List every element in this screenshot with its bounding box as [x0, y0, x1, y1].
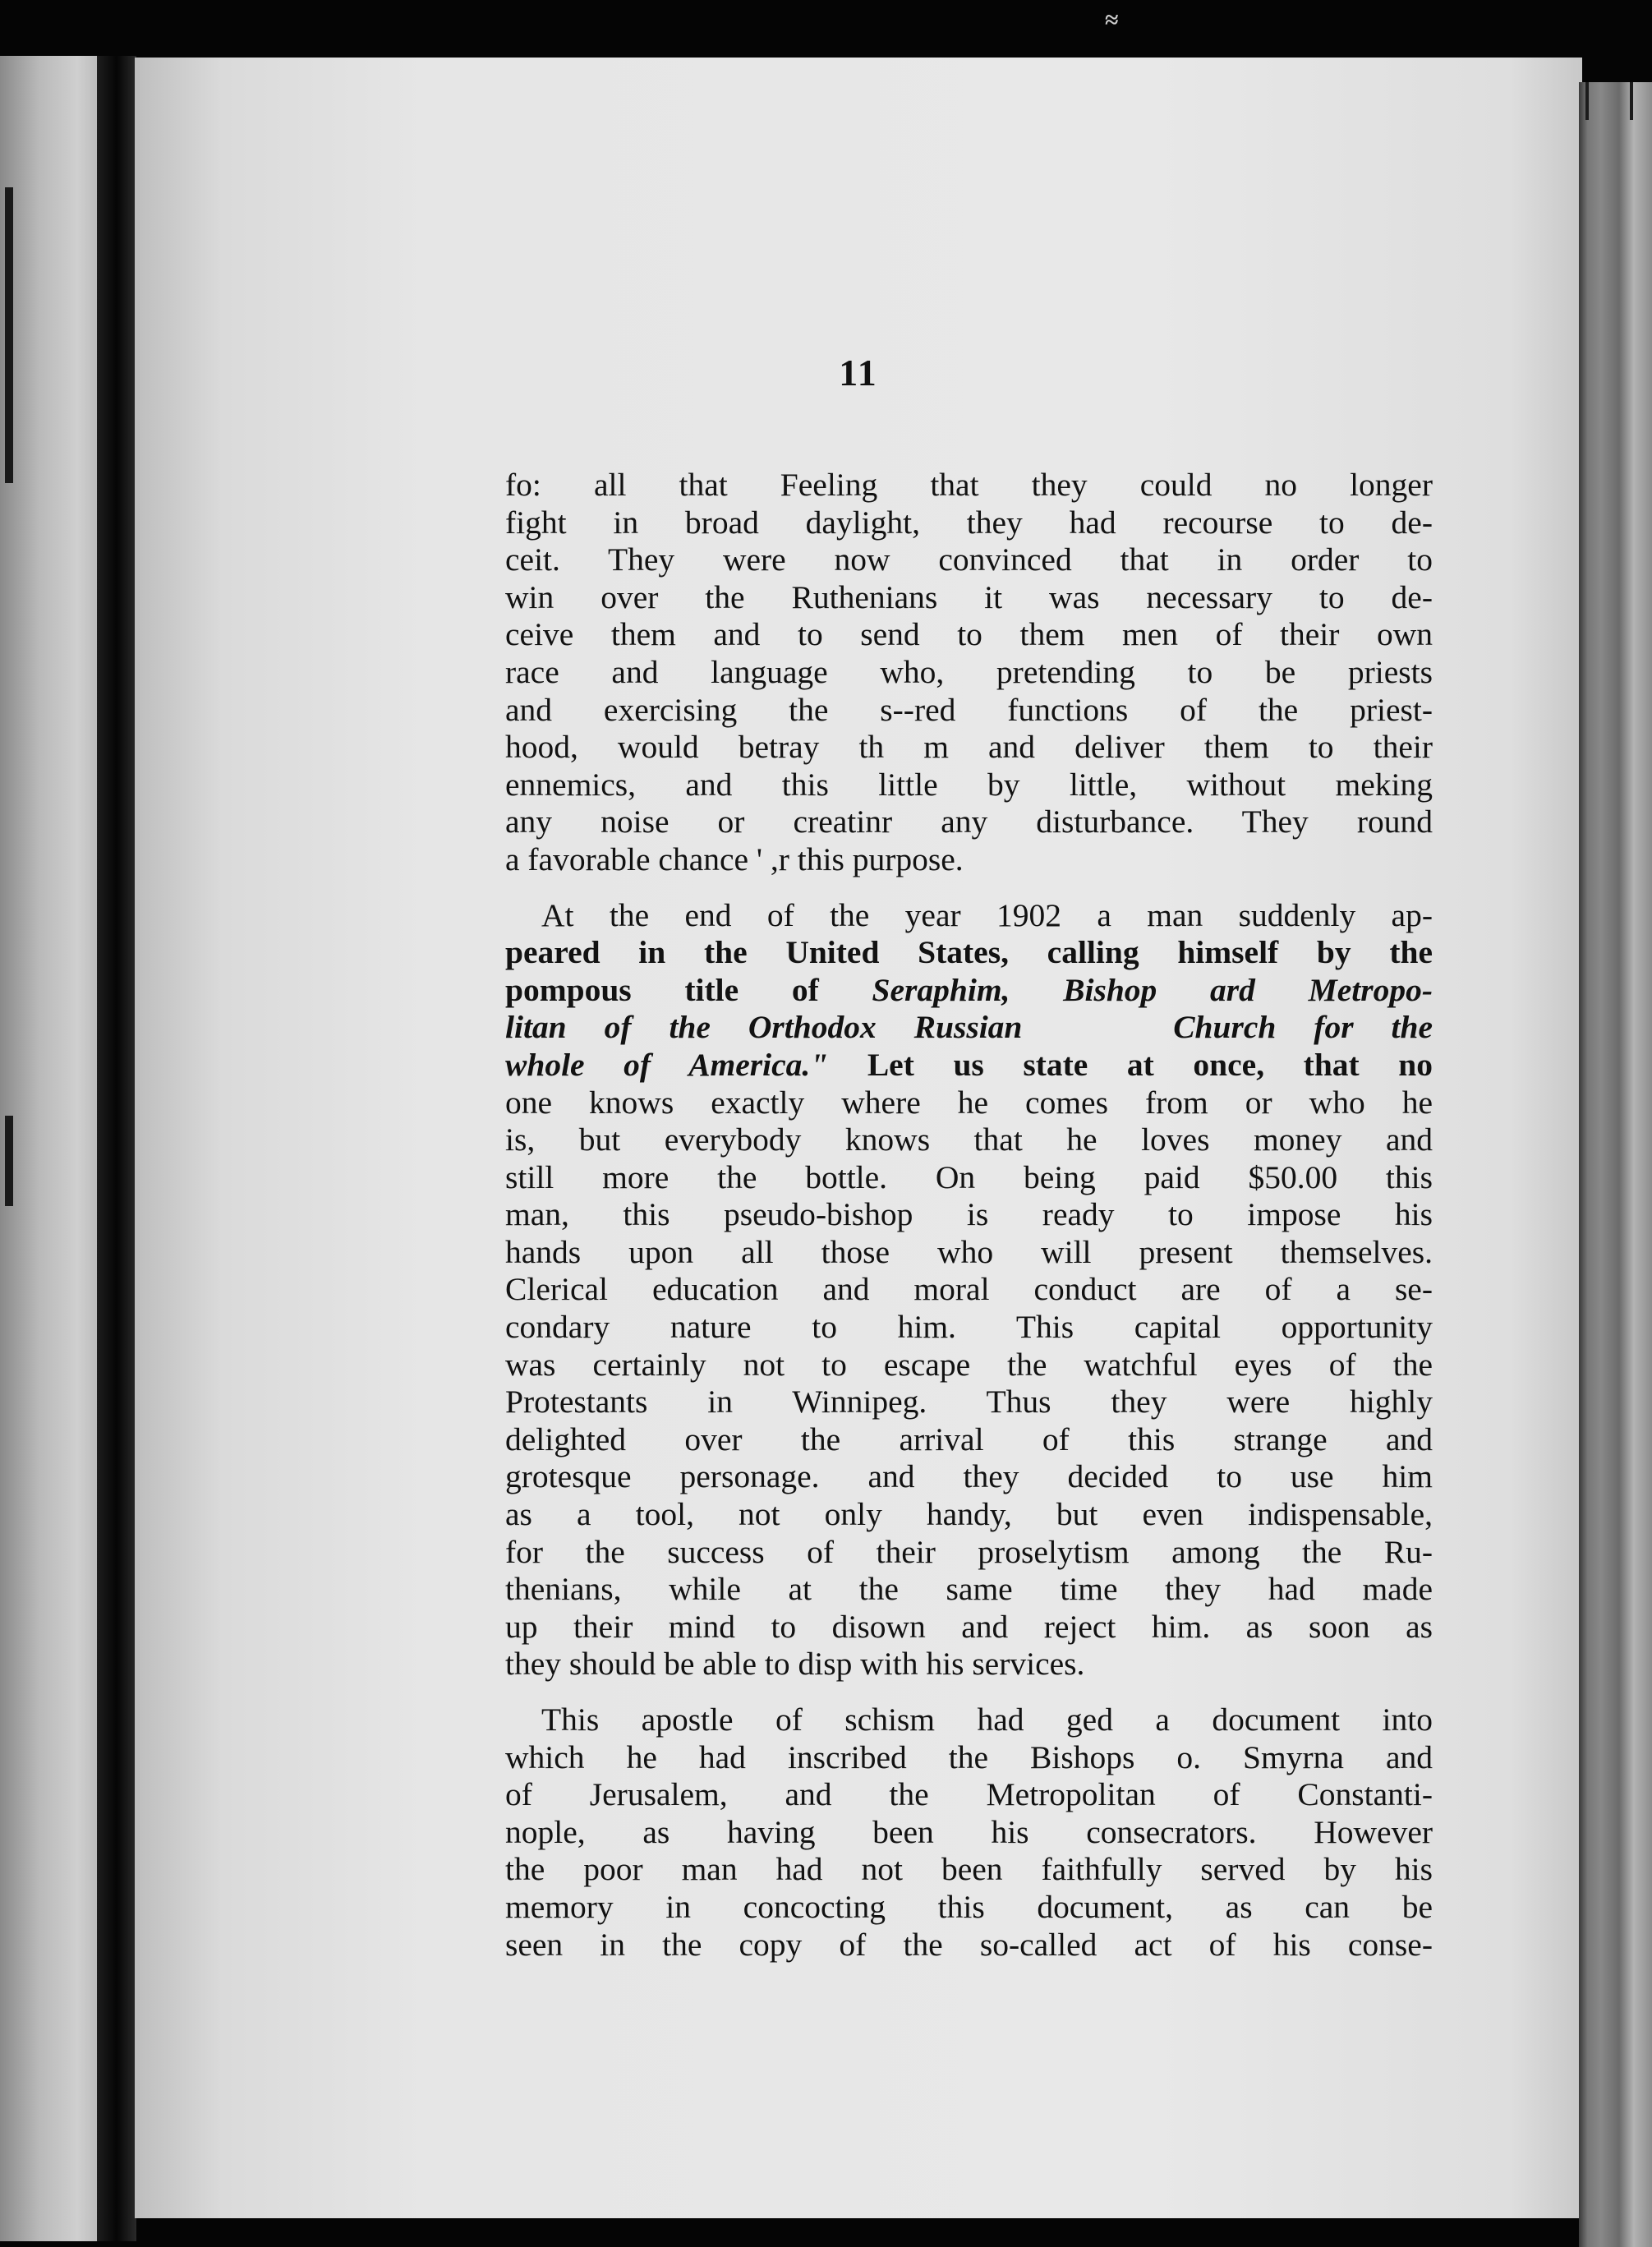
book-gutter — [97, 56, 136, 2241]
text-run: pompous title of — [505, 971, 872, 1008]
page-edge-line — [1630, 82, 1633, 120]
scan-smudge: ≈ — [1105, 7, 1116, 34]
text-line: for the success of their proselytism among the Ru- — [505, 1533, 1433, 1570]
page-number: 11 — [839, 352, 878, 394]
text-run: Let us state at once, that no — [828, 1046, 1433, 1083]
text-line: and exercising the s--red functions of the priest- — [505, 691, 1433, 728]
text-line: nople, as having been his consecrators. However — [505, 1813, 1433, 1850]
paragraph-2 — [505, 897, 1433, 1683]
text-line: man, this pseudo-bishop is ready to impose his — [505, 1196, 1433, 1233]
binding-mark — [5, 187, 13, 483]
text-line: as a tool, not only handy, but even indispensable, — [505, 1496, 1433, 1533]
text-line: fo: all that Feeling that they could no longer — [505, 467, 1433, 503]
text-line: which he had inscribed the Bishops o. Smyrna and — [505, 1738, 1433, 1775]
text-line: win over the Ruthenians it was necessary to de- — [505, 578, 1433, 615]
text-line: the poor man had not been faithfully served by his — [505, 1851, 1433, 1888]
text-line: This apostle of schism had ged a document into — [541, 1701, 1433, 1738]
text-line: ceive them and to send to them men of their own — [505, 616, 1433, 653]
text-line: fight in broad daylight, they had recourse to de- — [505, 504, 1433, 541]
italic-title: Church for the — [1173, 1009, 1433, 1046]
text-line: seen in the copy of the so-called act of his conse- — [505, 1926, 1433, 1963]
text-line: At the end of the year 1902 a man suddenly ap- — [541, 896, 1433, 933]
body-text — [505, 467, 1433, 1964]
text-line: one knows exactly where he comes from or who he — [505, 1084, 1433, 1121]
text-line: hood, would betray th m and deliver them to their — [505, 729, 1433, 766]
paragraph-1 — [505, 467, 1433, 879]
text-line: up their mind to disown and reject him. as soon as — [505, 1608, 1433, 1645]
book-page — [135, 58, 1582, 2218]
text-line: ceit. They were now convinced that in order to — [505, 541, 1433, 578]
text-line: is, but everybody knows that he loves money and — [505, 1121, 1433, 1158]
paragraph-3 — [505, 1701, 1433, 1964]
text-line-mixed — [505, 1047, 1433, 1084]
text-line: Protestants in Winnipeg. Thus they were highly — [505, 1384, 1433, 1420]
book-right-edge — [1579, 82, 1652, 2247]
text-line: condary nature to him. This capital opportunity — [505, 1309, 1433, 1346]
italic-title: litan of the Orthodox Russian — [505, 1009, 1023, 1046]
previous-page-edge — [0, 56, 97, 2241]
text-line: race and language who, pretending to be priests — [505, 653, 1433, 690]
binding-mark — [5, 1116, 13, 1206]
text-line: any noise or creatinr any disturbance. They round — [505, 803, 1433, 840]
text-line: peared in the United States, calling himself by the — [505, 934, 1433, 971]
text-line: delighted over the arrival of this strange and — [505, 1420, 1433, 1457]
text-line: hands upon all those who will present themselves. — [505, 1233, 1433, 1270]
text-line: of Jerusalem, and the Metropolitan of Constanti- — [505, 1776, 1433, 1813]
text-line: thenians, while at the same time they had made — [505, 1571, 1433, 1608]
text-line: Clerical education and moral conduct are of a se- — [505, 1271, 1433, 1308]
text-line-mixed — [505, 972, 1433, 1010]
text-line: grotesque personage. and they decided to use him — [505, 1458, 1433, 1495]
text-line: they should be able to disp with his services. — [505, 1646, 1085, 1683]
text-line: still more the bottle. On being paid $50.00 this — [505, 1158, 1433, 1195]
text-line: was certainly not to escape the watchful eyes of the — [505, 1346, 1433, 1383]
italic-title: whole of America." — [505, 1046, 829, 1083]
italic-title: Seraphim, Bishop ard Metropo- — [872, 971, 1433, 1008]
text-line: a favorable chance ' ,r this purpose. — [505, 840, 964, 877]
text-line: ennemics, and this little by little, without meking — [505, 766, 1433, 803]
text-line: memory in concocting this document, as can be — [505, 1888, 1433, 1925]
text-line-mixed — [505, 1009, 1433, 1047]
page-edge-line — [1585, 82, 1589, 120]
